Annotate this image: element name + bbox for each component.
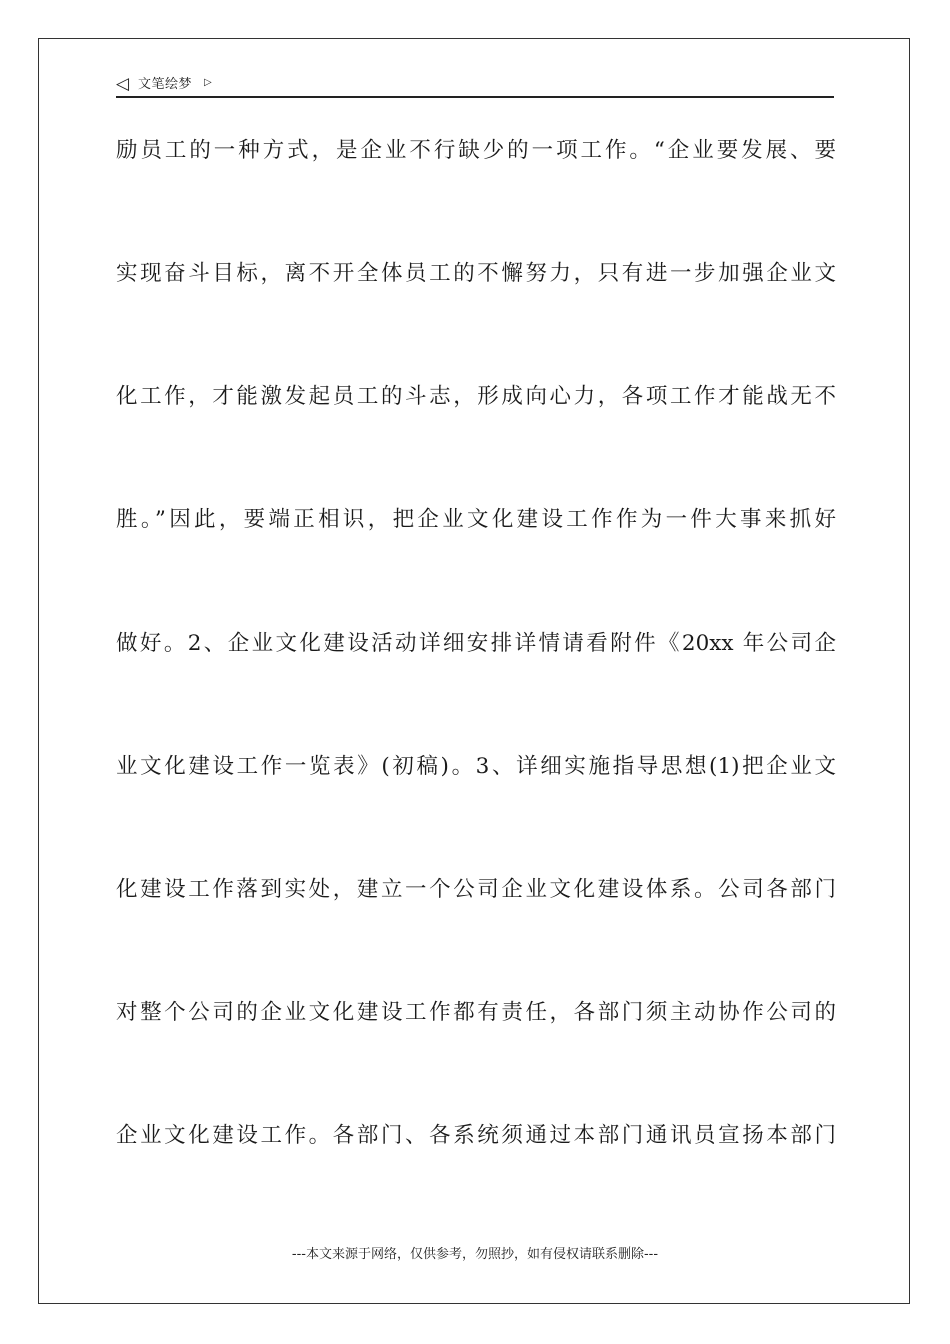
right-triangle-icon: ▷ <box>204 77 212 88</box>
page-header <box>116 72 834 98</box>
body-line: 对整个公司的企业文化建设工作都有责任，各部门须主动协作公司的 <box>116 1000 836 1025</box>
page-border <box>38 38 910 1304</box>
body-line: 胜。”因此，要端正相识，把企业文化建设工作作为一件大事来抓好 <box>116 507 836 532</box>
body-line: 企业文化建设工作。各部门、各系统须通过本部门通讯员宣扬本部门 <box>116 1123 836 1148</box>
body-line: 实现奋斗目标，离不开全体员工的不懈努力，只有进一步加强企业文 <box>116 261 836 286</box>
body-line: 化建设工作落到实处，建立一个公司企业文化建设体系。公司各部门 <box>116 877 836 902</box>
body-line: 化工作，才能激发起员工的斗志，形成向心力，各项工作才能战无不 <box>116 384 836 409</box>
left-triangle-icon: ◁ <box>116 74 130 94</box>
body-line: 做好。2、企业文化建设活动详细安排详情请看附件《20xx 年公司企 <box>116 631 836 656</box>
body-line: 励员工的一种方式，是企业不行缺少的一项工作。“企业要发展、要 <box>116 138 836 163</box>
header-title: 文笔绘梦 <box>138 77 193 92</box>
body-line: 业文化建设工作一览表》(初稿)。3、详细实施指导思想(1)把企业文 <box>116 754 836 779</box>
page-footer: ---本文来源于网络，仅供参考，勿照抄，如有侵权请联系删除--- <box>291 1247 659 1262</box>
